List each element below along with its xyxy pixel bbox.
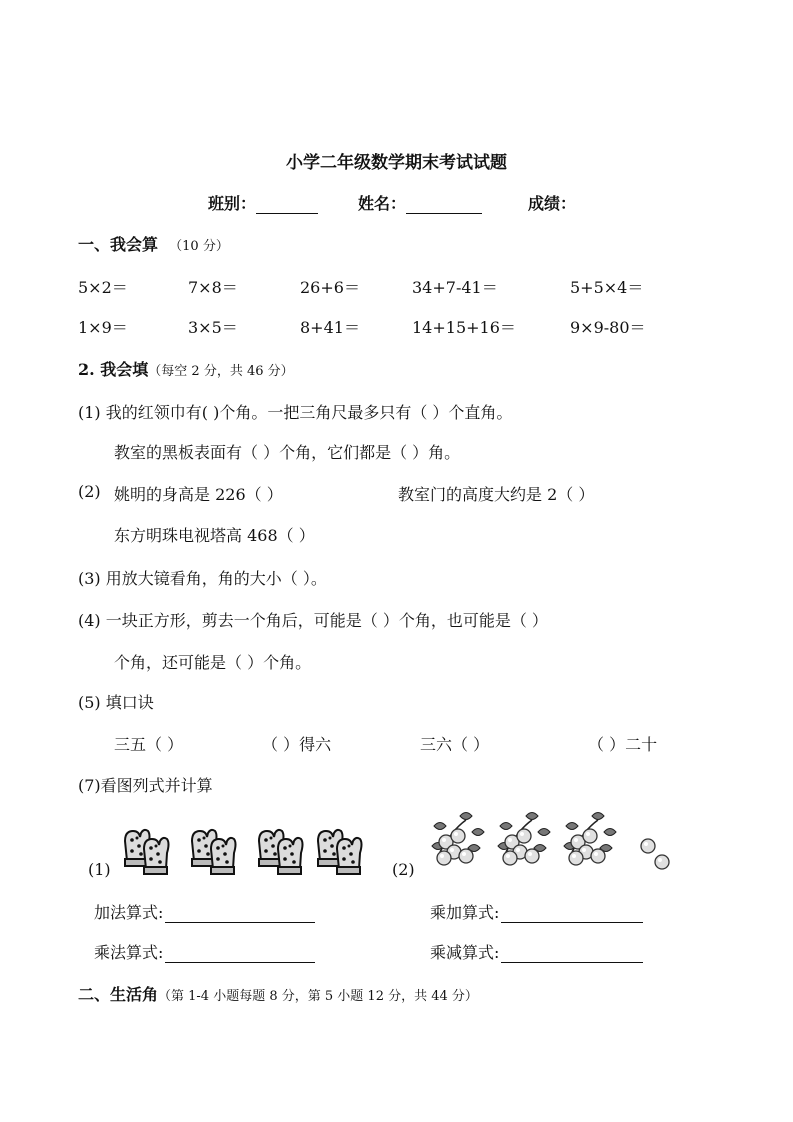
- section3-heading: 二、生活角（第 1-4 小题每题 8 分，第 5 小题 12 分，共 44 分）: [78, 985, 478, 1004]
- q2-part-a: 姚明的身高是 226（ ）: [114, 485, 283, 504]
- calc-2-4: 14+15+16＝: [412, 318, 516, 337]
- q3: (3) 用放大镜看角，角的大小（ ）。: [78, 569, 327, 588]
- formula-mulsub-blank[interactable]: [501, 947, 643, 963]
- formula-muladd: [430, 900, 643, 923]
- section2-heading: 2. 我会填（每空 2 分，共 46 分）: [78, 360, 294, 379]
- q5-item-1: 三五（ ）: [114, 735, 184, 754]
- q5-item-2: （ ）得六: [262, 735, 332, 754]
- section1-points: （10 分）: [169, 239, 229, 254]
- apple-bunch-icon: [432, 813, 484, 866]
- pic2-label: (2): [392, 860, 415, 879]
- apple-bunch-icon: [564, 813, 616, 866]
- apple-bunch-icon: [498, 813, 550, 866]
- calc-2-1: 1×9＝: [78, 318, 128, 337]
- page-title: 小学二年级数学期末考试试题: [286, 153, 507, 173]
- formula-mul: [94, 940, 315, 963]
- class-label: 班别：: [208, 194, 257, 213]
- score-field: [528, 191, 576, 214]
- formula-mul-blank[interactable]: [165, 947, 315, 963]
- apples-picture: [430, 812, 680, 877]
- q2-line2: 东方明珠电视塔高 468（ ）: [114, 526, 315, 545]
- q1-line2: 教室的黑板表面有（ ）个角，它们都是（ ）角。: [114, 443, 461, 462]
- calc-2-2: 3×5＝: [188, 318, 238, 337]
- q4-line2: 个角，还可能是（ ）个角。: [114, 653, 312, 672]
- calc-1-4: 34+7-41＝: [412, 278, 498, 297]
- calc-2-3: 8+41＝: [300, 318, 360, 337]
- formula-mulsub: [430, 940, 643, 963]
- name-label: 姓名：: [358, 194, 407, 213]
- formula-mulsub-label: 乘减算式:: [430, 943, 500, 962]
- mitten-pair-icon: [125, 830, 169, 874]
- section3-points: （第 1-4 小题每题 8 分，第 5 小题 12 分，共 44 分）: [158, 989, 478, 1004]
- mitten-pair-icon: [259, 830, 303, 874]
- class-field: [208, 191, 318, 214]
- formula-add: [94, 900, 315, 923]
- q5-item-4: （ ）二十: [588, 735, 658, 754]
- mitten-pair-icon: [318, 830, 362, 874]
- section2-points: （每空 2 分，共 46 分）: [148, 364, 294, 379]
- calc-1-2: 7×8＝: [188, 278, 238, 297]
- q1-line1: (1) 我的红领巾有( )个角。一把三角尺最多只有（ ）个直角。: [78, 403, 513, 422]
- name-blank[interactable]: [406, 197, 482, 214]
- q5: (5) 填口诀: [78, 693, 154, 712]
- section1-heading: 一、我会算 （10 分）: [78, 235, 229, 254]
- formula-muladd-blank[interactable]: [501, 907, 643, 923]
- calc-1-1: 5×2＝: [78, 278, 128, 297]
- formula-add-label: 加法算式:: [94, 903, 164, 922]
- calc-1-5: 5+5×4＝: [570, 278, 644, 297]
- q4-line1: (4) 一块正方形，剪去一个角后，可能是（ ）个角，也可能是（ ）: [78, 611, 548, 630]
- name-field: [358, 191, 482, 214]
- calc-1-3: 26+6＝: [300, 278, 360, 297]
- formula-muladd-label: 乘加算式:: [430, 903, 500, 922]
- mitten-pair-icon: [192, 830, 236, 874]
- class-blank[interactable]: [256, 197, 318, 214]
- q7: (7)看图列式并计算: [78, 776, 213, 795]
- q2-number: (2): [78, 482, 101, 501]
- calc-2-5: 9×9-80＝: [570, 318, 646, 337]
- apple-pair-icon: [641, 839, 669, 869]
- pic1-label: (1): [88, 860, 111, 879]
- score-label: 成绩：: [528, 194, 577, 213]
- mittens-picture: [118, 825, 368, 877]
- q2-part-b: 教室门的高度大约是 2（ ）: [398, 485, 595, 504]
- q5-item-3: 三六（ ）: [420, 735, 490, 754]
- formula-add-blank[interactable]: [165, 907, 315, 923]
- formula-mul-label: 乘法算式:: [94, 943, 164, 962]
